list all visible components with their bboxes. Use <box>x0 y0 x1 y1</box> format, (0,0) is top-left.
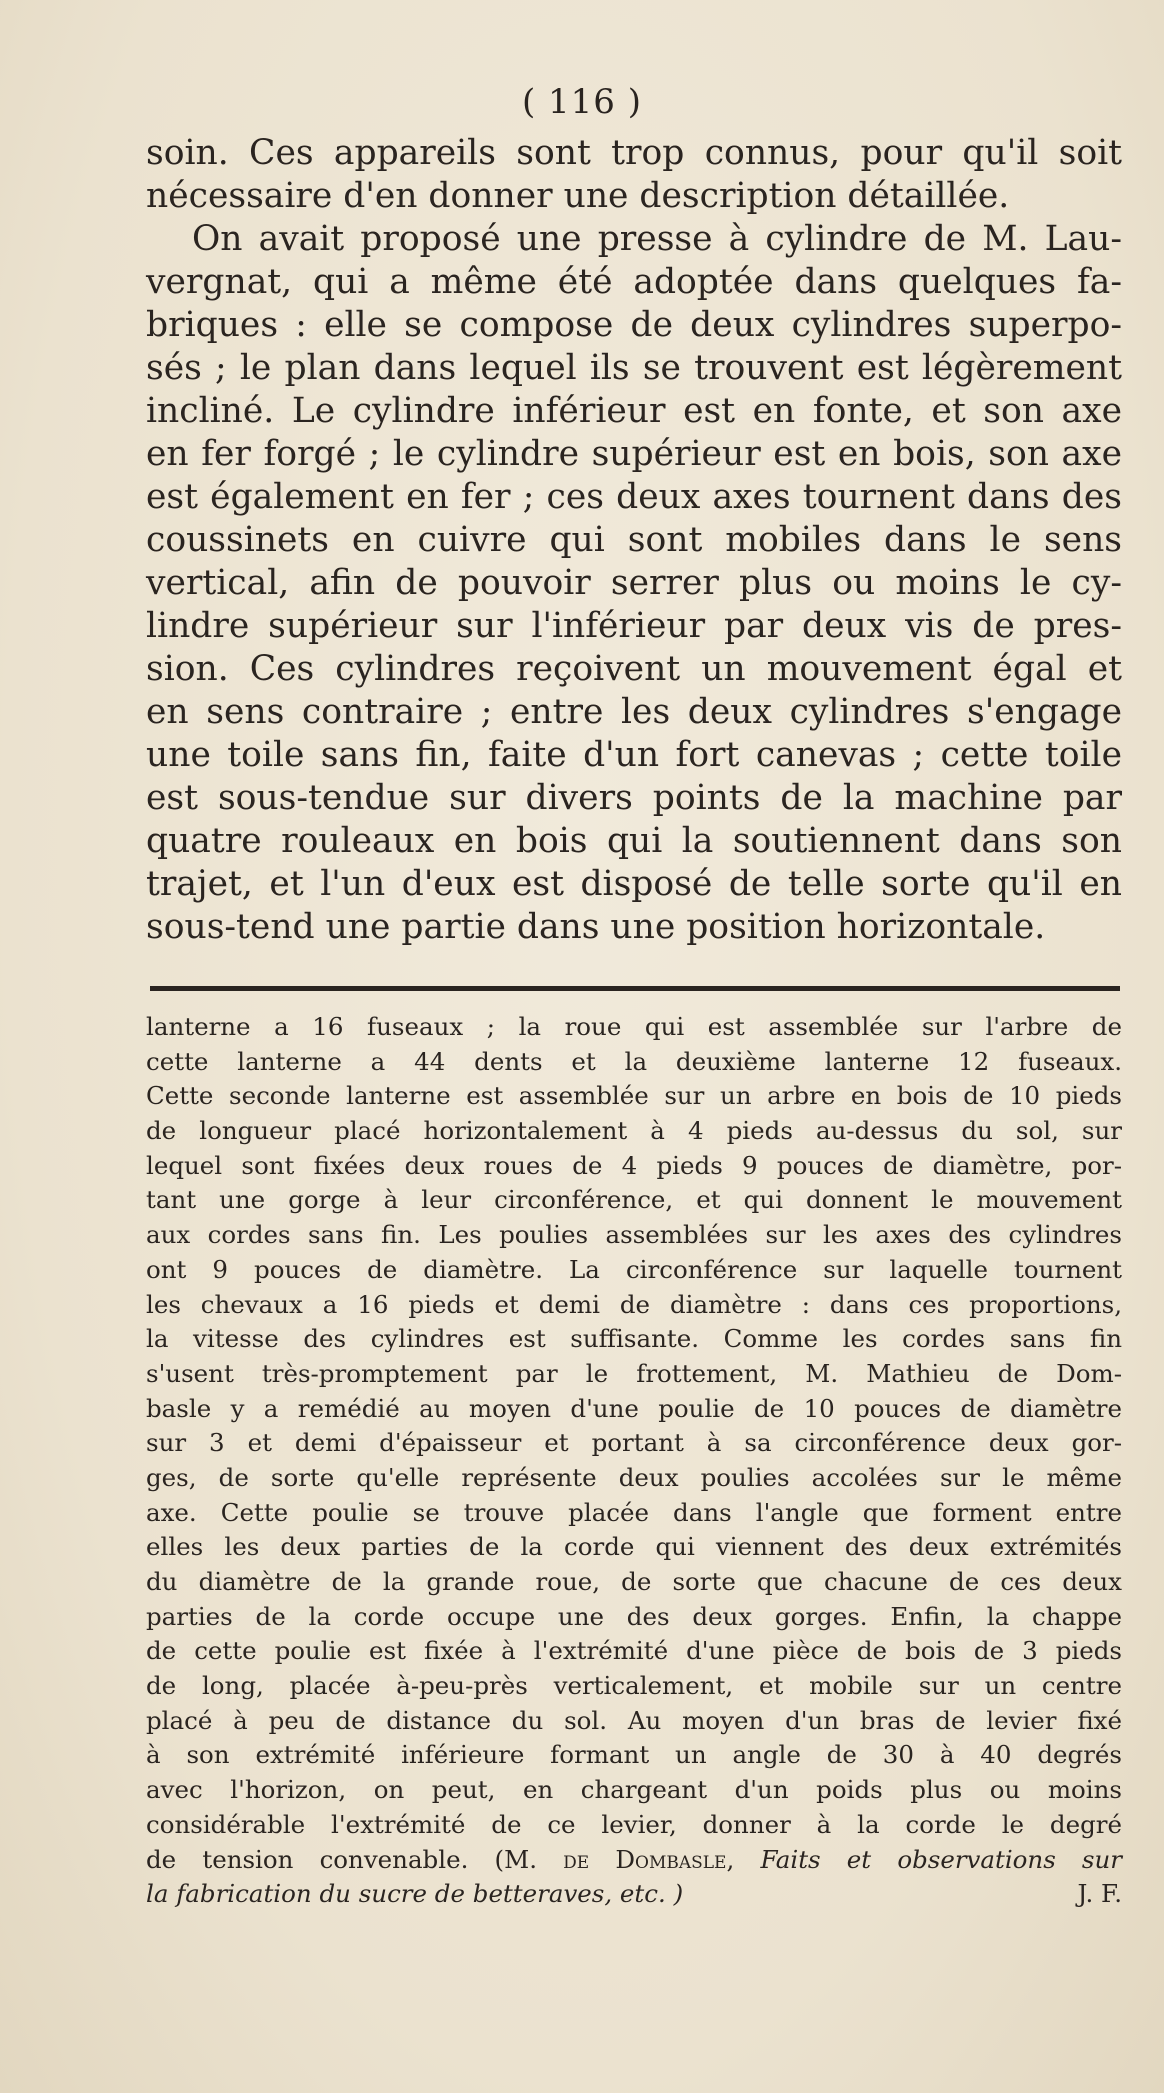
main-line: sion. Ces cylindres reçoivent un mouvement égal et <box>146 649 1122 689</box>
note-line: de long, placée à-peu-près verticalement, et mobile sur un centre <box>146 1671 1122 1701</box>
note-line: tant une gorge à leur circonférence, et qui donnent le mouvement <box>146 1185 1122 1215</box>
citation-end-line <box>146 1877 1122 1912</box>
main-line: sous-tend une partie dans une position horizontale. <box>146 907 1046 947</box>
note-line: de tension convenable. ( <box>146 1844 505 1874</box>
main-line: trajet, et l'un d'eux est disposé de telle sorte qu'il en <box>146 864 1122 904</box>
note-line: parties de la corde occupe une des deux gorges. Enfin, la chappe <box>146 1601 1122 1631</box>
note-line: de longueur placé horizontalement à 4 pieds au-dessus du sol, sur <box>146 1116 1122 1146</box>
main-line: briques : elle se compose de deux cylindres superpo- <box>146 305 1122 345</box>
author-signature: J. F. <box>1077 1879 1122 1909</box>
note-line: cette lanterne a 44 dents et la deuxième lanterne 12 fuseaux. <box>146 1046 1122 1076</box>
page-number: ( 116 ) <box>521 82 643 122</box>
footnote-separator-rule <box>150 986 1120 991</box>
main-line: une toile sans fin, faite d'un fort canevas ; cette toile <box>146 735 1122 775</box>
note-line: basle y a remédié au moyen d'une poulie de 10 pouces de diamètre <box>146 1393 1122 1423</box>
main-line: quatre rouleaux en bois qui la soutiennent dans son <box>146 821 1122 861</box>
note-line: ges, de sorte qu'elle représente deux poulies accolées sur le même <box>146 1462 1122 1492</box>
note-line: la vitesse des cylindres est suffisante. Comme les cordes sans fin <box>146 1324 1122 1354</box>
note-line: du diamètre de la grande roue, de sorte que chacune de ces deux <box>146 1567 1122 1596</box>
note-line: ont 9 pouces de diamètre. La circonférence sur laquelle tournent <box>146 1254 1122 1284</box>
footnote-text <box>146 1010 1122 1912</box>
main-line: nécessaire d'en donner une description détaillée. <box>146 176 1010 216</box>
note-line: considérable l'extrémité de ce levier, donner à la corde le degré <box>146 1809 1122 1839</box>
citation-author: de Dombasle <box>563 1844 727 1874</box>
main-line: est également en fer ; ces deux axes tournent dans des <box>146 477 1122 517</box>
citation-etc: , etc. ) <box>604 1879 684 1909</box>
main-line: est sous-tendue sur divers points de la machine par <box>146 778 1122 818</box>
note-line: s'usent très-promptement par le frottement, M. Mathieu de Dom- <box>146 1358 1122 1388</box>
note-line: à son extrémité inférieure formant un angle de 30 à 40 degrés <box>146 1740 1122 1770</box>
note-line: lanterne a 16 fuseaux ; la roue qui est assemblée sur l'arbre de <box>146 1012 1122 1041</box>
note-line: avec l'horizon, on peut, en chargeant d'un poids plus ou moins <box>146 1775 1122 1805</box>
main-line: incliné. Le cylindre inférieur est en fonte, et son axe <box>146 391 1122 431</box>
note-line: axe. Cette poulie se trouve placée dans l'angle que forment entre <box>146 1497 1122 1527</box>
citation-title-part-1: Faits et observations sur <box>760 1844 1123 1874</box>
note-line: sur 3 et demi d'épaisseur et portant à sa circonférence deux gor- <box>146 1428 1122 1458</box>
citation-title-part-2: la fabrication du sucre de betteraves <box>146 1879 605 1909</box>
citation-separator: , <box>726 1844 761 1874</box>
note-line: Cette seconde lanterne est assemblée sur un arbre en bois de 10 pieds <box>146 1081 1122 1111</box>
citation-line <box>146 1843 1122 1878</box>
main-line: en fer forgé ; le cylindre supérieur est en bois, son axe <box>146 434 1122 474</box>
main-text <box>146 132 1122 949</box>
main-line: vertical, afin de pouvoir serrer plus ou moins le cy- <box>146 563 1122 603</box>
note-line: les chevaux a 16 pieds et demi de diamètre : dans ces proportions, <box>146 1289 1122 1319</box>
main-line: coussinets en cuivre qui sont mobiles dans le sens <box>146 520 1122 560</box>
note-line: lequel sont fixées deux roues de 4 pieds 9 pouces de diamètre, por- <box>146 1150 1122 1180</box>
main-line: lindre supérieur sur l'inférieur par deux vis de pres- <box>146 606 1122 646</box>
main-line: soin. Ces appareils sont trop connus, pour qu'il soit <box>146 133 1122 173</box>
note-line: elles les deux parties de la corde qui viennent des deux extrémités <box>146 1532 1122 1562</box>
main-line: vergnat, qui a même été adoptée dans quelques fa- <box>146 262 1122 302</box>
note-line: aux cordes sans fin. Les poulies assemblées sur les axes des cylindres <box>146 1220 1122 1250</box>
note-line: placé à peu de distance du sol. Au moyen d'un bras de levier fixé <box>146 1705 1122 1735</box>
main-line: sés ; le plan dans lequel ils se trouvent est légèrement <box>146 348 1122 388</box>
citation-author-prefix: M. <box>504 1844 564 1874</box>
main-line: en sens contraire ; entre les deux cylindres s'engage <box>146 692 1122 732</box>
main-line: On avait proposé une presse à cylindre de M. Lau- <box>192 219 1122 259</box>
note-line: de cette poulie est fixée à l'extrémité d'une pièce de bois de 3 pieds <box>146 1636 1122 1666</box>
